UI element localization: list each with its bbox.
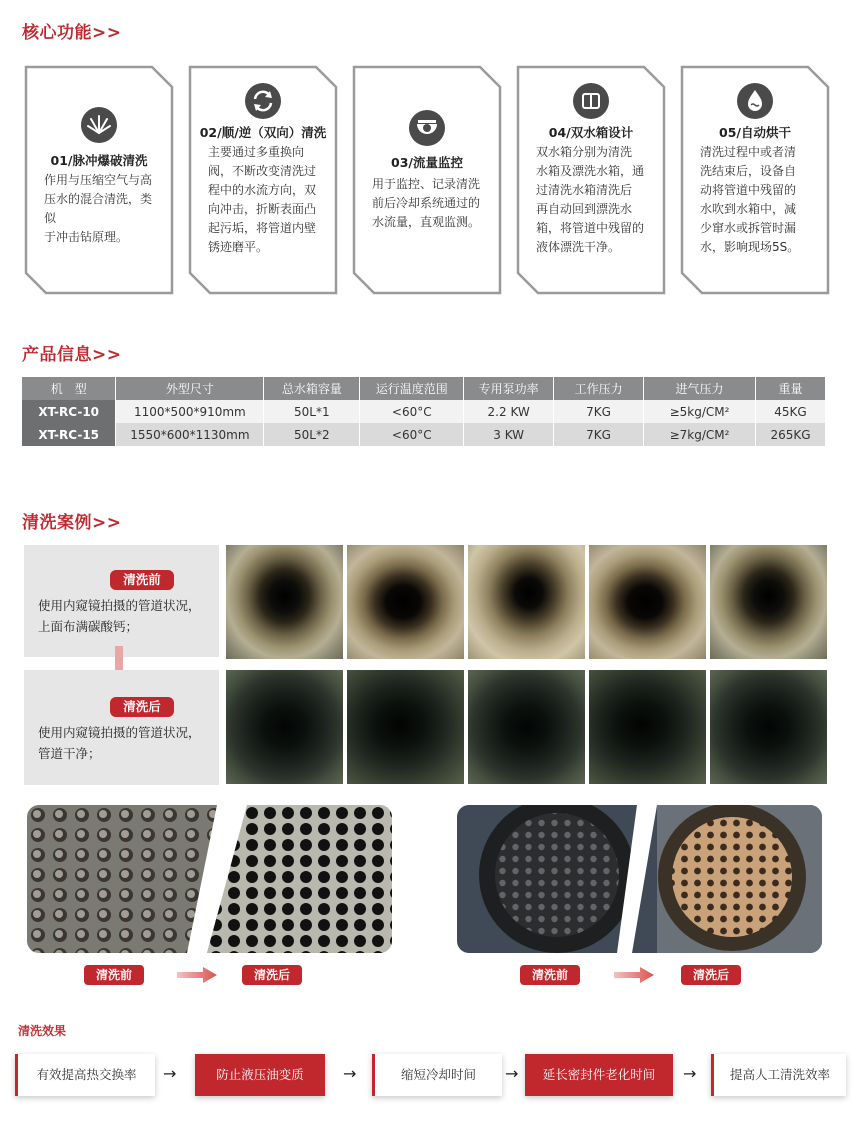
effect-item: 有效提高热交换率: [15, 1054, 155, 1096]
feature-card-1: [24, 65, 174, 295]
table-cell: 3 KW: [464, 423, 554, 446]
after-case-panel: [24, 670, 219, 785]
table-header: 总水箱容量: [264, 377, 360, 400]
section-title-cases: 清洗案例>>: [22, 513, 122, 533]
table-header: 进气压力: [644, 377, 756, 400]
dual-tank-icon: [573, 83, 609, 119]
before-description: 使用内窥镜拍摄的管道状况， 上面布满碳酸钙；: [38, 598, 201, 634]
before-case-panel: [24, 545, 219, 657]
feature-card-2: [188, 65, 338, 295]
compare-before-label: 清洗前: [520, 965, 580, 985]
table-header: 外型尺寸: [116, 377, 264, 400]
table-row: [22, 423, 826, 446]
compare-after-label: 清洗后: [681, 965, 741, 985]
feature-card-5: [680, 65, 830, 295]
tube-sheet-comparison-photo: [27, 805, 392, 953]
table-header: 重量: [755, 377, 825, 400]
arrow-right-icon: →: [163, 1064, 177, 1083]
section-title-product: 产品信息>>: [22, 345, 122, 365]
feature-title: 02/顺/逆（双向）清洗: [199, 125, 327, 140]
product-spec-table: [22, 377, 826, 446]
after-endoscope-photo: [468, 670, 585, 784]
camera-icon: [409, 110, 445, 146]
after-endoscope-photo: [347, 670, 464, 784]
compare-after-label: 清洗后: [242, 965, 302, 985]
feature-description: 作用与压缩空气与高 压水的混合清洗，类似 于冲击钻原理。: [44, 173, 153, 244]
bidirectional-refresh-icon: [245, 83, 281, 119]
feature-card-3: [352, 65, 502, 295]
table-cell: 50L*2: [264, 423, 360, 446]
arrow-right-icon: →: [505, 1064, 519, 1083]
table-header: 运行温度范围: [360, 377, 464, 400]
feature-description: 主要通过多重换向 阀，不断改变清洗过 程中的水流方向，双 向冲击，折断表面凸 起污垢，将管道内壁 锈迹磨平。: [208, 145, 317, 254]
section-title-core: 核心功能>>: [22, 23, 122, 43]
table-header: 工作压力: [554, 377, 644, 400]
feature-description: 用于监控、记录清洗 前后冷却系统通过的 水流量，直观监测。: [372, 177, 481, 229]
table-cell: XT-RC-15: [22, 423, 116, 446]
right-arrow-icon: [614, 965, 654, 985]
table-header: 机 型: [22, 377, 116, 400]
table-cell: 2.2 KW: [464, 400, 554, 423]
before-endoscope-photo: [226, 545, 343, 659]
feature-description: 双水箱分别为清洗 水箱及漂洗水箱，通 过清洗水箱清洗后 再自动回到漂洗水 箱，将管道中残留的 液体漂洗干净。: [536, 145, 645, 254]
table-cell: 265KG: [755, 423, 825, 446]
table-cell: 50L*1: [264, 400, 360, 423]
effect-item: 提高人工清洗效率: [711, 1054, 846, 1096]
table-row: [22, 400, 826, 423]
before-endoscope-photo: [468, 545, 585, 659]
arrow-right-icon: →: [343, 1064, 357, 1083]
feature-title: 04/双水箱设计: [548, 125, 634, 140]
effects-title: 清洗效果: [18, 1024, 67, 1038]
burst-icon: [81, 107, 117, 143]
table-cell: <60°C: [360, 423, 464, 446]
after-endoscope-photo: [710, 670, 827, 784]
after-endoscope-photo: [589, 670, 706, 784]
before-endoscope-photo: [589, 545, 706, 659]
table-cell: 7KG: [554, 400, 644, 423]
feature-description: 清洗过程中或者清 洗结束后，设备自 动将管道中残留的 水吹到水箱中，减 少窜水或拆管时漏 水，影响现场5S。: [700, 145, 800, 254]
table-cell: 7KG: [554, 423, 644, 446]
table-cell: XT-RC-10: [22, 400, 116, 423]
feature-card-4: [516, 65, 666, 295]
compare-before-label: 清洗前: [84, 965, 144, 985]
before-endoscope-photo: [347, 545, 464, 659]
arrow-right-icon: →: [683, 1064, 697, 1083]
table-cell: 45KG: [755, 400, 825, 423]
table-cell: 1550*600*1130mm: [116, 423, 264, 446]
table-cell: 1100*500*910mm: [116, 400, 264, 423]
table-cell: <60°C: [360, 400, 464, 423]
water-drop-icon: [737, 83, 773, 119]
after-endoscope-photo: [226, 670, 343, 784]
before-label: 清洗前: [110, 570, 174, 590]
table-header: 专用泵功率: [464, 377, 554, 400]
after-description: 使用内窥镜拍摄的管道状况， 管道干净；: [38, 725, 201, 761]
right-arrow-icon: [177, 965, 217, 985]
heat-exchanger-comparison-photo: [457, 805, 822, 953]
effect-item: 防止液压油变质: [195, 1054, 325, 1096]
feature-title: 01/脉冲爆破清洗: [50, 153, 148, 168]
before-endoscope-photo: [710, 545, 827, 659]
feature-title: 03/流量监控: [391, 155, 463, 170]
table-header-row: [22, 377, 826, 400]
effect-item: 延长密封件老化时间: [525, 1054, 673, 1096]
table-cell: ≥5kg/CM²: [644, 400, 756, 423]
feature-title: 05/自动烘干: [719, 125, 791, 140]
effect-item: 缩短冷却时间: [372, 1054, 502, 1096]
table-cell: ≥7kg/CM²: [644, 423, 756, 446]
after-label: 清洗后: [110, 697, 174, 717]
